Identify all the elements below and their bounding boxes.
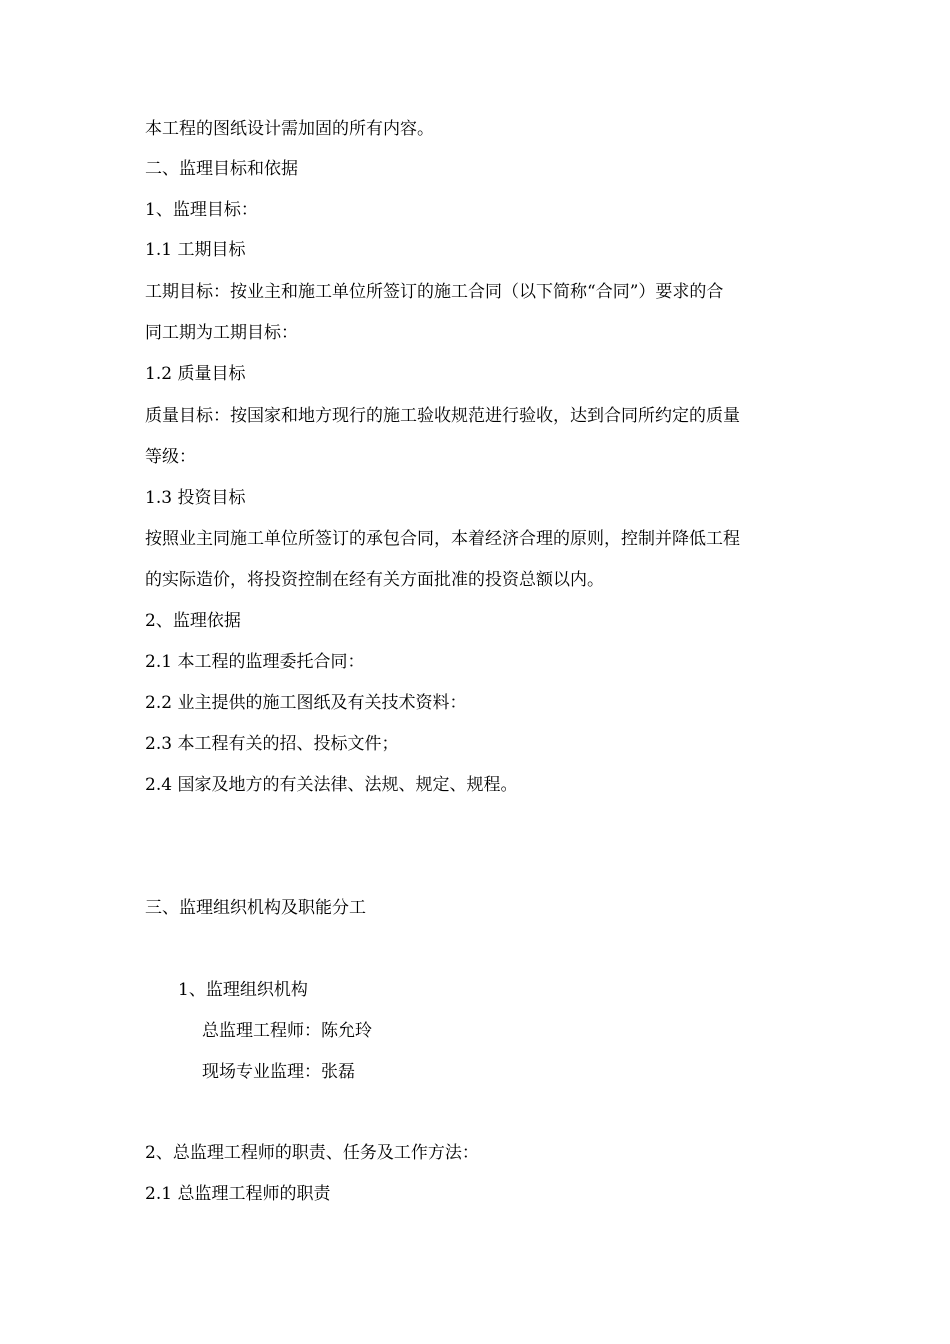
paragraph-line: 本工程的图纸设计需加固的所有内容。 [145, 119, 434, 139]
subsection-heading: 1、监理组织机构 [178, 980, 308, 1000]
list-item: 2.1 本工程的监理委托合同： [145, 652, 365, 672]
paragraph-line: 等级： [145, 447, 196, 467]
paragraph-line: 按照业主同施工单位所签订的承包合同，本着经济合理的原则，控制并降低工程 [145, 529, 740, 549]
subsection-heading: 2.1 总监理工程师的职责 [145, 1184, 331, 1204]
section-heading: 二、监理目标和依据 [145, 159, 298, 179]
subsection-heading: 1.2 质量目标 [145, 364, 246, 384]
staff-entry: 现场专业监理：张磊 [202, 1062, 355, 1082]
subsection-heading: 2、监理依据 [145, 611, 241, 631]
subsection-heading: 2、总监理工程师的职责、任务及工作方法： [145, 1143, 479, 1163]
subsection-heading: 1.1 工期目标 [145, 240, 246, 260]
subsection-heading: 1.3 投资目标 [145, 488, 246, 508]
list-item: 2.3 本工程有关的招、投标文件； [145, 734, 399, 754]
section-heading: 三、监理组织机构及职能分工 [145, 898, 366, 918]
paragraph-line: 同工期为工期目标： [145, 323, 298, 343]
list-item: 2.4 国家及地方的有关法律、法规、规定、规程。 [145, 775, 518, 795]
staff-entry: 总监理工程师：陈允玲 [202, 1021, 372, 1041]
paragraph-line: 工期目标：按业主和施工单位所签订的施工合同（以下简称“合同”）要求的合 [145, 282, 724, 302]
paragraph-line: 质量目标：按国家和地方现行的施工验收规范进行验收，达到合同所约定的质量 [145, 406, 740, 426]
list-item: 2.2 业主提供的施工图纸及有关技术资料： [145, 693, 467, 713]
paragraph-line: 的实际造价，将投资控制在经有关方面批准的投资总额以内。 [145, 570, 604, 590]
subsection-heading: 1、监理目标： [145, 200, 258, 220]
